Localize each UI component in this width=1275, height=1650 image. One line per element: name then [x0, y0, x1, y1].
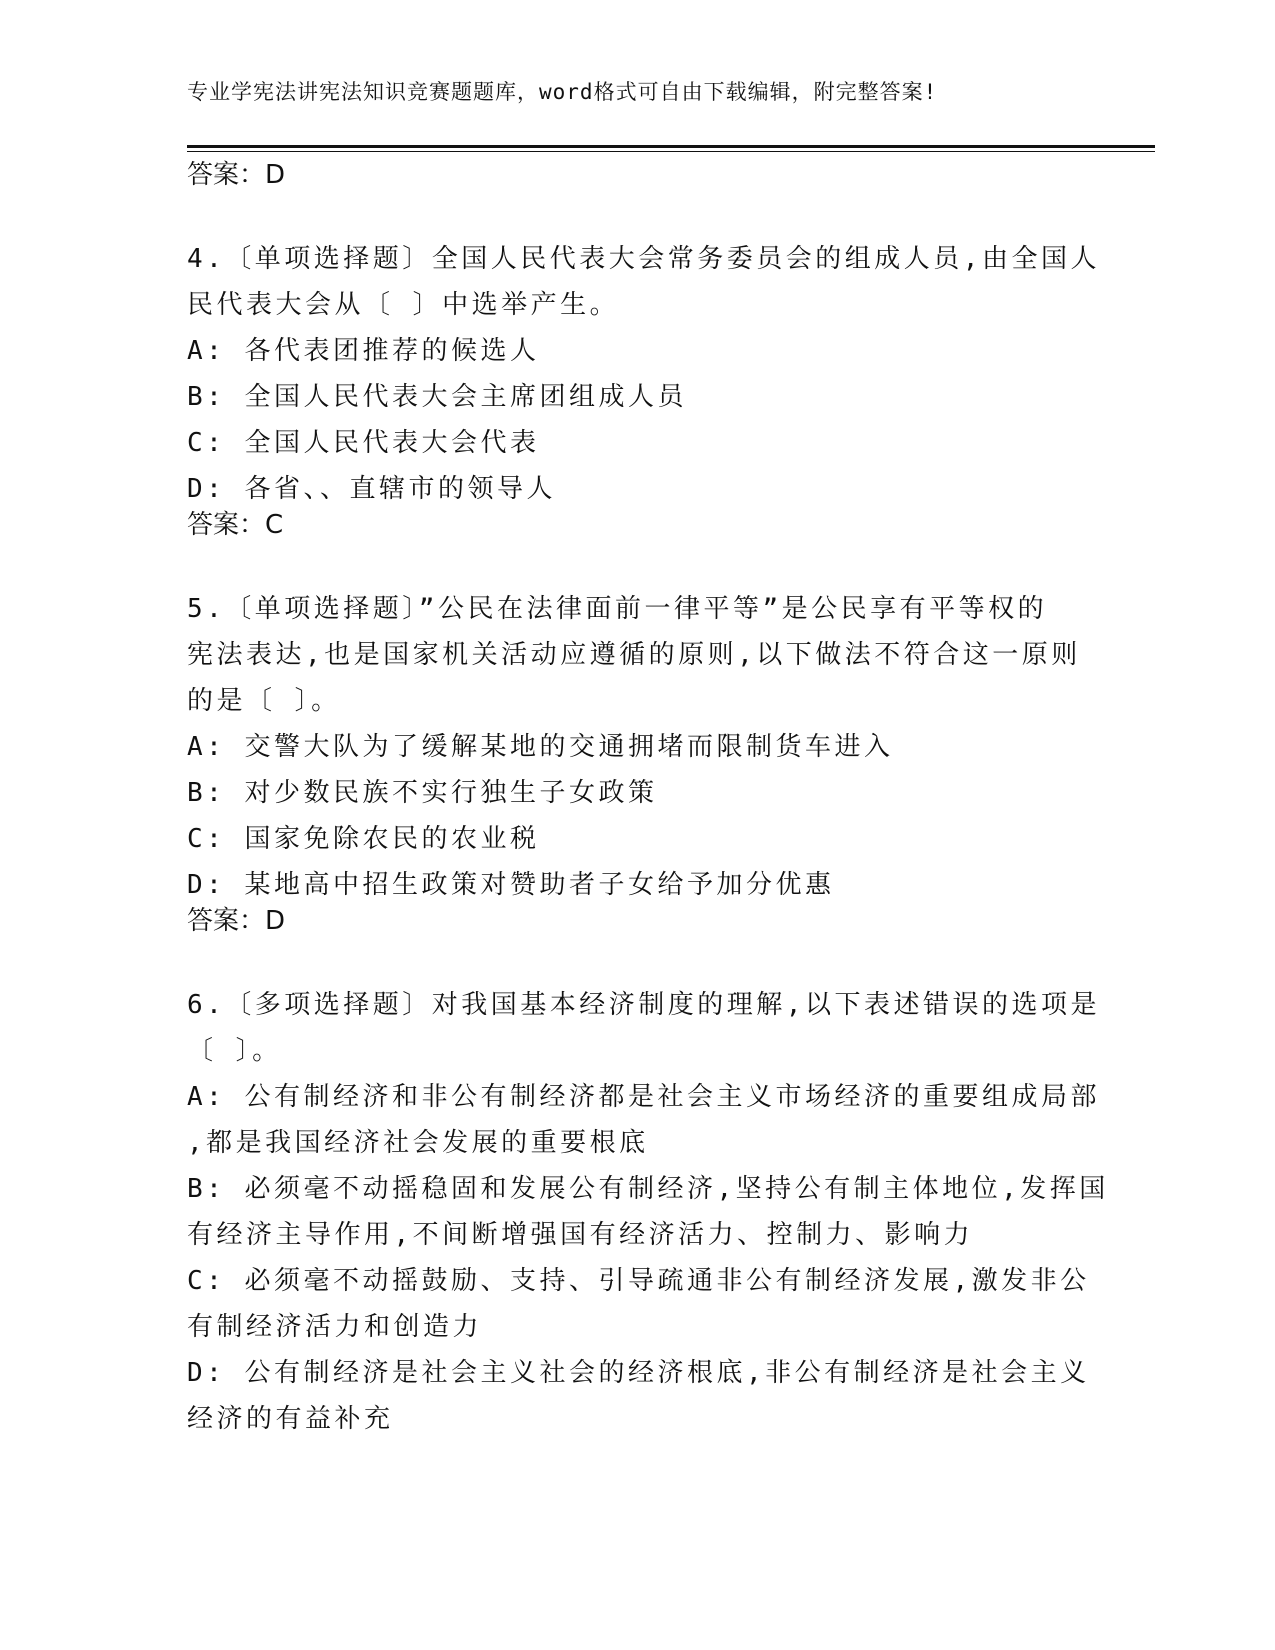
option-line: C: 国家免除农民的农业税: [187, 824, 540, 854]
option-line: 经济的有益补充: [187, 1404, 394, 1434]
option-line: C: 必须毫不动摇鼓励、支持、引导疏通非公有制经济发展,激发非公: [187, 1266, 1090, 1296]
question-stem-line: 〔 〕。: [187, 1036, 282, 1066]
question-5: [187, 586, 1087, 936]
option-c: [187, 1258, 1090, 1350]
option-line: D: 某地高中招生政策对赞助者子女给予加分优惠: [187, 870, 835, 900]
option-line: 有经济主导作用,不间断增强国有经济活力、控制力、影响力: [187, 1220, 974, 1250]
option-line: C: 全国人民代表大会代表: [187, 428, 540, 458]
answer-line: 答案：D: [187, 906, 286, 936]
header-rule-thin: [187, 151, 1155, 152]
option-b: [187, 374, 1087, 420]
question-stem-line: 4.〔单项选择题〕全国人民代表大会常务委员会的组成人员,由全国人: [187, 244, 1100, 274]
option-c: [187, 816, 1087, 862]
option-a: [187, 1074, 1100, 1166]
option-line: A: 交警大队为了缓解某地的交通拥堵而限制货车进入: [187, 732, 894, 762]
option-line: B: 必须毫不动摇稳固和发展公有制经济,坚持公有制主体地位,发挥国: [187, 1174, 1109, 1204]
option-b: [187, 770, 1087, 816]
answer-line: 答案：C: [187, 510, 284, 540]
option-a: [187, 724, 1087, 770]
option-b: [187, 1166, 1109, 1258]
question-stem-line: 宪法表达,也是国家机关活动应遵循的原则,以下做法不符合这一原则: [187, 640, 1081, 670]
option-line: B: 对少数民族不实行独生子女政策: [187, 778, 658, 808]
option-line: D: 各省、、直辖市的领导人: [187, 474, 556, 504]
question-stem-line: 的是〔 〕。: [187, 686, 341, 716]
option-line: 有制经济活力和创造力: [187, 1312, 483, 1342]
question-stem: [187, 586, 1087, 724]
question-stem-line: 民代表大会从〔 〕中选举产生。: [187, 290, 620, 320]
option-d: [187, 1350, 1090, 1442]
header-rule-thick: [187, 145, 1155, 148]
option-line: B: 全国人民代表大会主席团组成人员: [187, 382, 687, 412]
previous-answer: 答案：D: [187, 160, 286, 190]
question-stem: [187, 982, 1100, 1074]
option-d: [187, 862, 1087, 908]
option-a: [187, 328, 1087, 374]
option-line: D: 公有制经济是社会主义社会的经济根底,非公有制经济是社会主义: [187, 1358, 1090, 1388]
question-4: [187, 236, 1100, 540]
question-stem: [187, 236, 1100, 328]
question-stem-line: 6.〔多项选择题〕对我国基本经济制度的理解,以下表述错误的选项是: [187, 990, 1100, 1020]
option-line: A: 公有制经济和非公有制经济都是社会主义市场经济的重要组成局部: [187, 1082, 1100, 1112]
question-list: [187, 160, 1109, 1442]
option-c: [187, 420, 1087, 466]
option-d: [187, 466, 1087, 512]
question-stem-line: 5.〔单项选择题〕”公民在法律面前一律平等”是公民享有平等权的: [187, 594, 1048, 624]
page-header: 专业学宪法讲宪法知识竞赛题题库，word格式可自由下载编辑，附完整答案!: [187, 80, 938, 104]
option-line: ,都是我国经济社会发展的重要根底: [187, 1128, 649, 1158]
question-6: [187, 982, 1109, 1442]
option-line: A: 各代表团推荐的候选人: [187, 336, 540, 366]
